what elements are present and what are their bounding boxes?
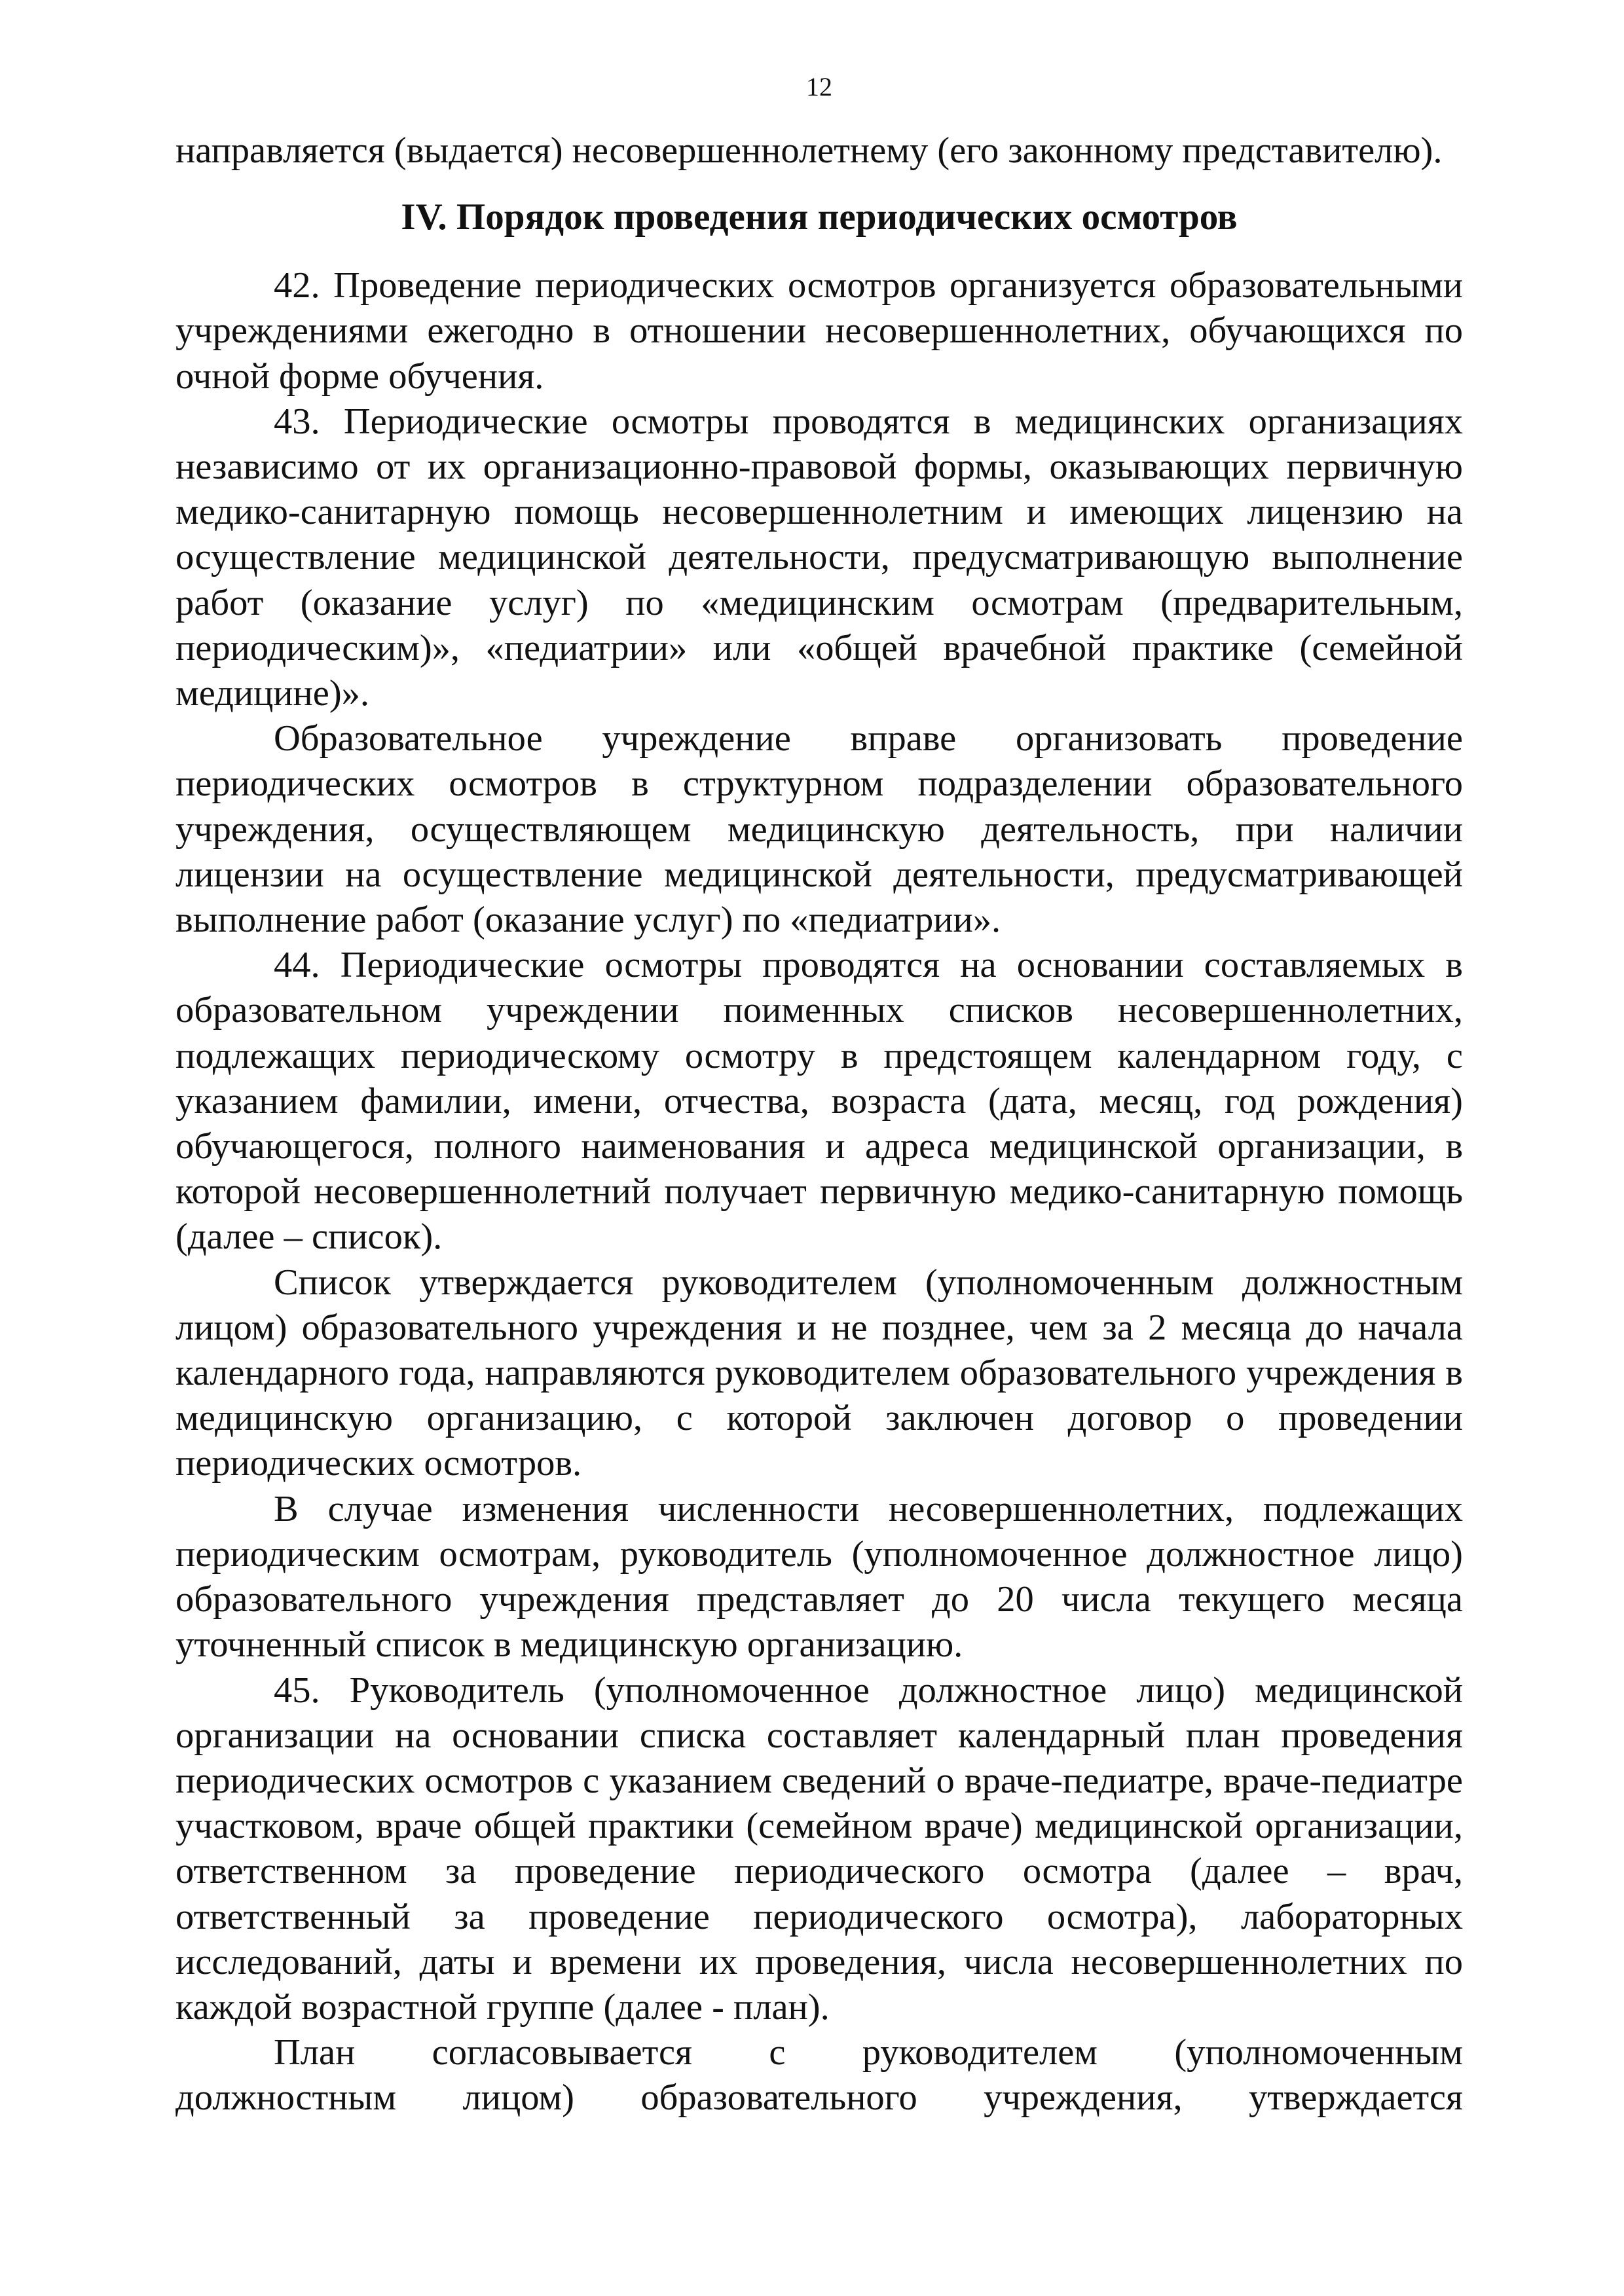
paragraph-45-plan: План согласовывается с руководителем (уполномоченным должностным лицом) образовательного учреждения, утверждается [175, 2032, 1463, 2119]
paragraph-44-change: В случае изменения численности несовершеннолетних, подлежащих периодическим осмотрам, руководитель (уполномоченное должностное лицо) образовательного учреждения представляет до 20 числа текущего месяца уточненный список в медицинскую организацию. [175, 1488, 1463, 1666]
paragraph-43: 43. Периодические осмотры проводятся в медицинских организациях независимо от их организационно-правовой формы, оказывающих первичную медико-санитарную помощь несовершеннолетним и имеющих лицензию на осуществление медицинской деятельности, предусматривающую выполнение работ (оказание услуг) по «медицинским осмотрам (предварительным, периодическим)», «педиатрии» или «общей врачебной практике (семейной медицине)». [175, 401, 1463, 714]
document-body [175, 128, 1463, 2166]
page-number: 12 [806, 72, 832, 101]
paragraph-43-cont: Образовательное учреждение вправе организовать проведение периодических осмотров в структурном подразделении образовательного учреждения, осуществляющем медицинскую деятельность, при наличии лицензии на осуществление медицинской деятельности, предусматривающей выполнение работ (оказание услуг) по «педиатрии». [175, 718, 1463, 941]
document-page [175, 0, 1463, 2296]
section-title: IV. Порядок проведения периодических осмотров [401, 196, 1238, 238]
paragraph-44: 44. Периодические осмотры проводятся на основании составляемых в образовательном учреждении поименных списков несовершеннолетних, подлежащих периодическому осмотру в предстоящем календарном году, с указанием фамилии, имени, отчества, возраста (дата, месяц, год рождения) обучающегося, полного наименования и адреса медицинской организации, в которой несовершеннолетний получает первичную медико-санитарную помощь (далее – список). [175, 945, 1463, 1258]
paragraph-42: 42. Проведение периодических осмотров организуется образовательными учреждениями ежегодно в отношении несовершеннолетних, обучающихся по очной форме обучения. [175, 265, 1463, 397]
continuation-paragraph: направляется (выдается) несовершеннолетнему (его законному представителю). [175, 130, 1443, 171]
paragraph-45: 45. Руководитель (уполномоченное должностное лицо) медицинской организации на основании списка составляет календарный план проведения периодических осмотров с указанием сведений о враче-педиатре, враче-педиатре участковом, враче общей практики (семейном враче) медицинской организации, ответственном за проведение периодического осмотра (далее – врач, ответственный за проведение периодического осмотра), лабораторных исследований, даты и времени их проведения, числа несовершеннолетних по каждой возрастной группе (далее - план). [175, 1669, 1463, 2028]
paragraph-44-list: Список утверждается руководителем (уполномоченным должностным лицом) образовательного учреждения и не позднее, чем за 2 месяца до начала календарного года, направляются руководителем образовательного учреждения в медицинскую организацию, с которой заключен договор о проведении периодических осмотров. [175, 1262, 1463, 1484]
